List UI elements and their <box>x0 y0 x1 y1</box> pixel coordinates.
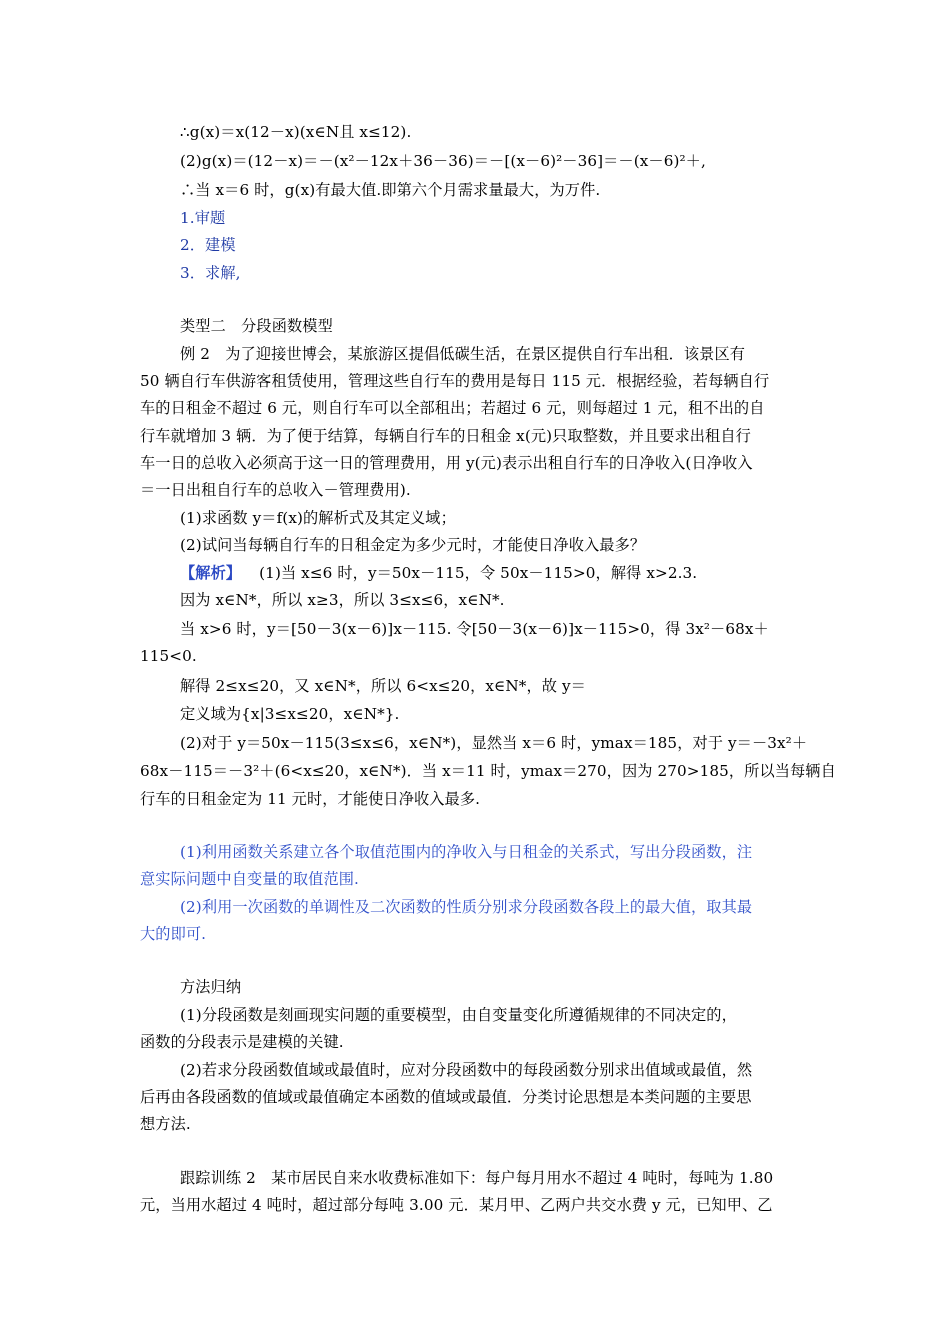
line-text: (1)当 x≤6 时，y＝50x－115，令 50x－115>0，解得 x>2.3. <box>259 564 698 582</box>
text-line <box>180 1060 752 1080</box>
text-line <box>180 1005 737 1025</box>
text-line <box>140 371 769 391</box>
line-text: 68x－115＝－3²＋(6<x≤20，x∈N*)．当 x＝11 时，ymax＝270，因为 270>185，所以当每辆自 <box>140 762 836 780</box>
text-line <box>180 122 411 142</box>
line-text: 115<0. <box>140 647 197 665</box>
text-line <box>140 480 411 500</box>
text-line <box>180 535 645 555</box>
text-line <box>180 208 225 228</box>
line-text: 1.审题 <box>180 209 226 227</box>
line-text: 方法归纳 <box>180 978 242 996</box>
line-text: (1)求函数 y＝f(x)的解析式及其定义域； <box>180 509 456 527</box>
line-text: 大的即可. <box>140 925 207 943</box>
line-text: 行车的日租金定为 11 元时，才能使日净收入最多. <box>140 790 481 808</box>
line-text: 元，当用水超过 4 吨时，超过部分每吨 3.00 元．某月甲、乙两户共交水费 y 元，已知甲、乙 <box>140 1196 773 1214</box>
text-line <box>180 263 241 283</box>
line-text: 定义域为{x|3≤x≤20，x∈N*}. <box>180 705 400 723</box>
line-text: 50 辆自行车供游客租赁使用，管理这些自行车的费用是每日 115 元．根据经验，若每辆自行 <box>140 372 770 390</box>
text-line <box>140 1114 191 1134</box>
line-text: 想方法. <box>140 1115 191 1133</box>
text-line <box>180 1168 773 1188</box>
text-line <box>180 897 752 917</box>
text-line <box>180 235 236 255</box>
text-line <box>140 646 197 666</box>
line-text: (1)利用函数关系建立各个取值范围内的净收入与日租金的关系式，写出分段函数，注 <box>180 843 753 861</box>
line-text: 车一日的总收入必须高于这一日的管理费用，用 y(元)表示出租自行车的日净收入(日净收入 <box>140 454 753 472</box>
text-line <box>180 704 399 724</box>
line-text: 车的日租金不超过 6 元，则自行车可以全部租出；若超过 6 元，则每超过 1 元，租不出的自 <box>140 399 765 417</box>
line-text: 解得 2≤x≤20，又 x∈N*，所以 6<x≤20，x∈N*，故 y＝ <box>180 677 586 695</box>
text-line <box>140 761 836 781</box>
line-text: 跟踪训练 2 某市居民自来水收费标准如下：每户每月用水不超过 4 吨时，每吨为 1.80 <box>180 1169 774 1187</box>
line-text: 2．建模 <box>180 236 236 254</box>
line-text: (2)利用一次函数的单调性及二次函数的性质分别求分段函数各段上的最大值，取其最 <box>180 898 753 916</box>
text-line <box>180 316 333 336</box>
text-line <box>180 151 706 171</box>
text-line <box>180 842 752 862</box>
text-line <box>140 1087 752 1107</box>
line-text: 例 2 为了迎接世博会，某旅游区提倡低碳生活，在景区提供自行车出租．该景区有 <box>180 345 746 363</box>
text-line <box>140 924 206 944</box>
text-line <box>140 1032 344 1052</box>
line-text: 后再由各段函数的值域或最值确定本函数的值域或最值．分类讨论思想是本类问题的主要思 <box>140 1088 752 1106</box>
text-line <box>180 590 505 610</box>
text-line <box>140 453 753 473</box>
text-line <box>140 789 480 809</box>
line-text: ∴g(x)＝x(12－x)(x∈N且 x≤12). <box>180 123 412 141</box>
text-line <box>180 180 600 200</box>
line-text: (2)若求分段函数值域或最值时，应对分段函数中的每段函数分别求出值域或最值，然 <box>180 1061 753 1079</box>
text-line <box>180 733 807 753</box>
text-line <box>140 426 751 446</box>
text-line <box>180 619 769 639</box>
line-text: 类型二 分段函数模型 <box>180 317 333 335</box>
line-text: ＝一日出租自行车的总收入－管理费用). <box>140 481 411 499</box>
line-text: 行车就增加 3 辆．为了便于结算，每辆自行车的日租金 x(元)只取整数，并且要求出租自行 <box>140 427 751 445</box>
line-text: (1)分段函数是刻画现实问题的重要模型，由自变量变化所遵循规律的不同决定的， <box>180 1006 737 1024</box>
line-text: 因为 x∈N*，所以 x≥3，所以 3≤x≤6，x∈N*. <box>180 591 505 609</box>
text-line <box>180 508 456 528</box>
line-text: 函数的分段表示是建模的关键. <box>140 1033 344 1051</box>
text-line <box>180 676 586 696</box>
analysis-label: 【解析】 <box>180 564 242 582</box>
text-line <box>140 869 359 889</box>
line-text: 意实际问题中自变量的取值范围. <box>140 870 359 888</box>
text-line <box>180 344 745 364</box>
line-text: 当 x>6 时，y＝[50－3(x－6)]x－115. 令[50－3(x－6)]x－115>0，得 3x²－68x＋ <box>180 620 769 638</box>
line-text: ∴当 x＝6 时，g(x)有最大值.即第六个月需求量最大，为万件. <box>180 181 601 199</box>
text-line <box>180 563 697 583</box>
text-line <box>140 398 765 418</box>
text-line <box>180 977 241 997</box>
text-line <box>140 1195 773 1215</box>
line-text: (2)g(x)＝(12－x)＝－(x²－12x＋36－36)＝－[(x－6)²－36]＝－(x－6)²＋, <box>180 152 706 170</box>
line-text: 3．求解, <box>180 264 241 282</box>
line-text: (2)对于 y＝50x－115(3≤x≤6，x∈N*)，显然当 x＝6 时，ymax＝185，对于 y＝－3x²＋ <box>180 734 808 752</box>
line-text: (2)试问当每辆自行车的日租金定为多少元时，才能使日净收入最多？ <box>180 536 646 554</box>
